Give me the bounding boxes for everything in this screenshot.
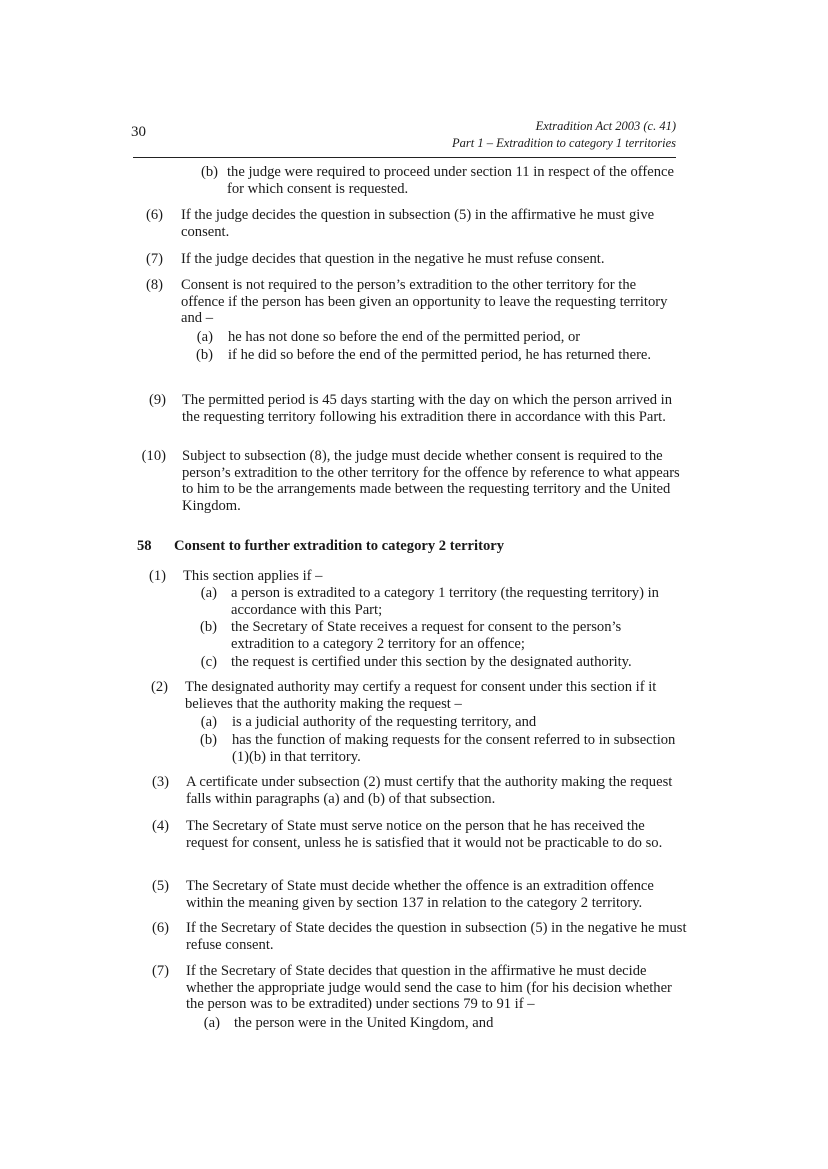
item-label: (b)	[199, 619, 217, 635]
item-label: (9)	[148, 392, 166, 408]
item-text: If the judge decides that question in the negative he must refuse consent.	[181, 251, 605, 267]
part-title: Part 1 – Extradition to category 1 territories	[452, 136, 676, 150]
section-heading	[137, 538, 504, 555]
item-text: Subject to subsection (8), the judge must decide whether consent is required to the person’s extradition to the other territory for the offence by reference to what appears to him to be the arrangements made between the requesting territory and the United Kingdom.	[182, 448, 680, 514]
item-text: the Secretary of State receives a request for consent to the person’s extradition to a category 2 territory for an offence;	[231, 619, 622, 652]
item-text: If the judge decides the question in subsection (5) in the affirmative he must give consent.	[181, 207, 655, 240]
item-label: (6)	[151, 920, 169, 936]
item-text: a person is extradited to a category 1 territory (the requesting territory) in accordance with this Part;	[231, 585, 659, 618]
item-label: (1)	[148, 568, 166, 584]
item-text: The permitted period is 45 days starting with the day on which the person arrived in the requesting territory following his extradition there in accordance with this Part.	[182, 392, 672, 425]
header-rule	[133, 157, 676, 158]
item-text: If the Secretary of State decides that question in the affirmative he must decide whether the appropriate judge would send the case to him (for his decision whether the person was to be extradited) under sections 79 to 91 if –	[186, 963, 672, 1013]
item-label: (5)	[151, 878, 169, 894]
item-text: is a judicial authority of the requesting territory, and	[232, 714, 537, 730]
item-label: (a)	[200, 585, 217, 601]
item-text: he has not done so before the end of the permitted period, or	[228, 329, 581, 345]
item-label: (10)	[141, 448, 166, 464]
item-label: (6)	[145, 207, 163, 223]
running-header	[452, 118, 676, 152]
item-text: A certificate under subsection (2) must certify that the authority making the request falls within paragraphs (a) and (b) of that subsection.	[186, 774, 673, 807]
item-label: (3)	[151, 774, 169, 790]
page-number: 30	[131, 124, 146, 140]
item-label: (a)	[203, 1015, 220, 1031]
item-label: (b)	[199, 732, 217, 748]
item-text: has the function of making requests for the consent referred to in subsection (1)(b) in that territory.	[232, 732, 676, 765]
item-label: (8)	[145, 277, 163, 293]
item-text: Consent is not required to the person’s extradition to the other territory for the offence if the person has been given an opportunity to leave the requesting territory and –	[181, 277, 668, 327]
act-title: Extradition Act 2003 (c. 41)	[535, 119, 676, 133]
item-label: (a)	[196, 329, 213, 345]
item-label: (7)	[151, 963, 169, 979]
item-label: (4)	[151, 818, 169, 834]
item-label: (b)	[200, 164, 218, 180]
item-text: the judge were required to proceed under section 11 in respect of the offence for which consent is requested.	[227, 164, 674, 197]
item-text: This section applies if –	[183, 568, 323, 584]
item-label: (7)	[145, 251, 163, 267]
item-text: the person were in the United Kingdom, and	[234, 1015, 494, 1031]
section-title: Consent to further extradition to category 2 territory	[174, 538, 505, 554]
item-text: The Secretary of State must decide whether the offence is an extradition offence within the meaning given by section 137 in relation to the category 2 territory.	[186, 878, 654, 911]
item-text: if he did so before the end of the permitted period, he has returned there.	[228, 347, 652, 363]
item-label: (b)	[195, 347, 213, 363]
item-text: If the Secretary of State decides the question in subsection (5) in the negative he must refuse consent.	[186, 920, 687, 953]
item-label: (2)	[150, 679, 168, 695]
item-label: (a)	[200, 714, 217, 730]
section-number: 58	[137, 538, 152, 554]
item-label: (c)	[200, 654, 217, 670]
item-text: The designated authority may certify a request for consent under this section if it believes that the authority making the request –	[185, 679, 657, 712]
item-text: the request is certified under this section by the designated authority.	[231, 654, 632, 670]
item-text: The Secretary of State must serve notice on the person that he has received the request for consent, unless he is satisfied that it would not be practicable to do so.	[186, 818, 663, 851]
